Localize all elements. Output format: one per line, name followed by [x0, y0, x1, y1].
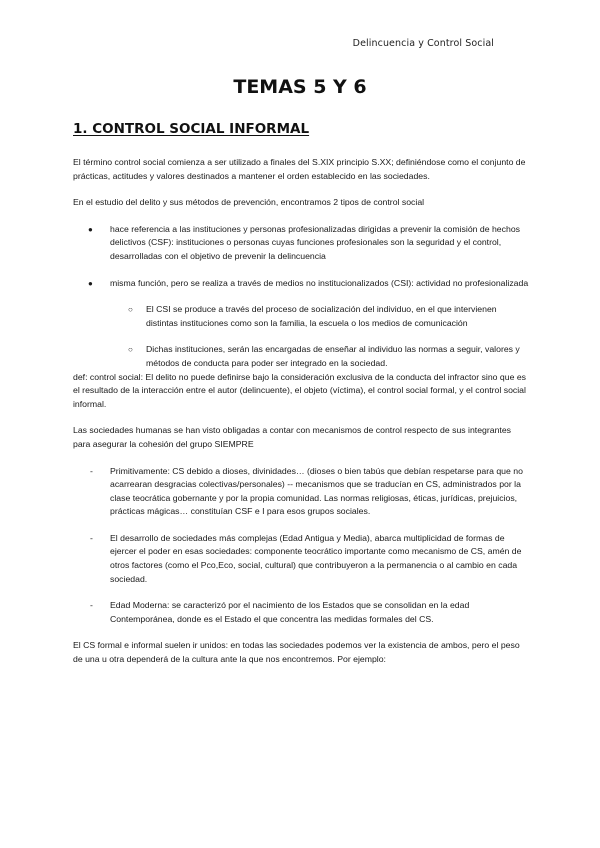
paragraph-definition: El término control social comienza a ser utilizado a finales del S.XIX principio S.XX; definiéndose como el conjunto de prácticas, actitudes y valores destinados a mantener el orden establecido en las sociedades. [73, 157, 526, 181]
list-item-text: misma función, pero se realiza a través de medios no institucionalizados (CSI): actividad no profesionalizada [110, 277, 529, 288]
list-item-text: El desarrollo de sociedades más complejas (Edad Antigua y Media), abarca multiplicidad de formas de ejercer el poder en esas sociedades: componente teocrático importante como mecanismo de CS, amén de otros factores (como el Pco,Eco, social, cultural) que contribuyeron a la permanencia o al cambio en cada sociedad. [110, 532, 522, 584]
sub-list-item-text: Dichas instituciones, serán las encargadas de enseñar al individuo las normas a seguir, valores y métodos de conducta para poder ser integrado en la sociedad. [146, 344, 520, 368]
list-item-text: hace referencia a las instituciones y personas profesionalizadas dirigidas a prevenir la comisión de hechos delictivos (CSF): instituciones o personas cuyas funciones profesionales son la seguridad y el control, desarrolladas con el objetivo de prevenir la delincuencia [110, 223, 520, 261]
bullet-marker: ● [88, 278, 93, 288]
list-item-text: Primitivamente: CS debido a dioses, divinidades… (dioses o bien tabús que debían respetarse para que no acarrearan desgracias colectivas/personales) -- mecanismos que se traducían en CS, administrados por la clase teocrática gobernante y por la propia comunidad. Las normas religiosas, éticas, jurídicas, prejuicios, prácticas mágicas… constituían CSF e I para esos grupos sociales. [110, 465, 523, 517]
paragraph-types-intro: En el estudio del delito y sus métodos de prevención, encontramos 2 tipos de control social [73, 197, 425, 208]
list-item [90, 465, 530, 519]
page-title: TEMAS 5 Y 6 [233, 76, 367, 98]
list-item [88, 223, 530, 264]
dash-marker: - [90, 465, 93, 476]
running-header: Delincuencia y Control Social [352, 38, 494, 49]
paragraph-conclusion: El CS formal e informal suelen ir unidos: en todas las sociedades podemos ver la existencia de ambos, pero el peso de una u otra dependerá de la cultura ante la que nos encontremos. Por ejemplo: [73, 640, 520, 665]
bullet-marker: ● [88, 224, 93, 234]
sub-list-item [128, 303, 530, 330]
paragraph-control-social-definition: def: control social: El delito no puede definirse bajo la consideración exclusiva de la conducta del infractor sino que es el resultado de la interacción entre el autor (delincuente), el objeto (víctima), el control social formal, y el control social informal. [73, 371, 526, 409]
sub-bullet-list [110, 303, 530, 370]
circle-marker: ○ [128, 305, 133, 315]
list-item-text: Edad Moderna: se caracterizó por el nacimiento de los Estados que se consolidan en la edad Contemporánea, donde es el Estado el que concentra las medidas formales del CS. [110, 600, 470, 624]
paragraph-societies: Las sociedades humanas se han visto obligadas a contar con mecanismos de control respecto de sus integrantes para asegurar la cohesión del grupo SIEMPRE [73, 425, 512, 449]
sub-list-item-text: El CSI se produce a través del proceso de socialización del individuo, en el que intervienen distintas instituciones como son la familia, la escuela o los medios de comunicación [146, 304, 497, 328]
list-item [88, 277, 530, 371]
list-item [90, 599, 530, 626]
sub-list-item [128, 343, 530, 370]
circle-marker: ○ [128, 345, 133, 355]
bullet-list [73, 223, 530, 371]
dash-marker: - [90, 532, 93, 543]
dash-marker: - [90, 600, 93, 611]
section-heading: 1. CONTROL SOCIAL INFORMAL [73, 121, 310, 137]
document-body [73, 156, 530, 680]
list-item [90, 532, 530, 586]
dash-list [73, 465, 530, 627]
